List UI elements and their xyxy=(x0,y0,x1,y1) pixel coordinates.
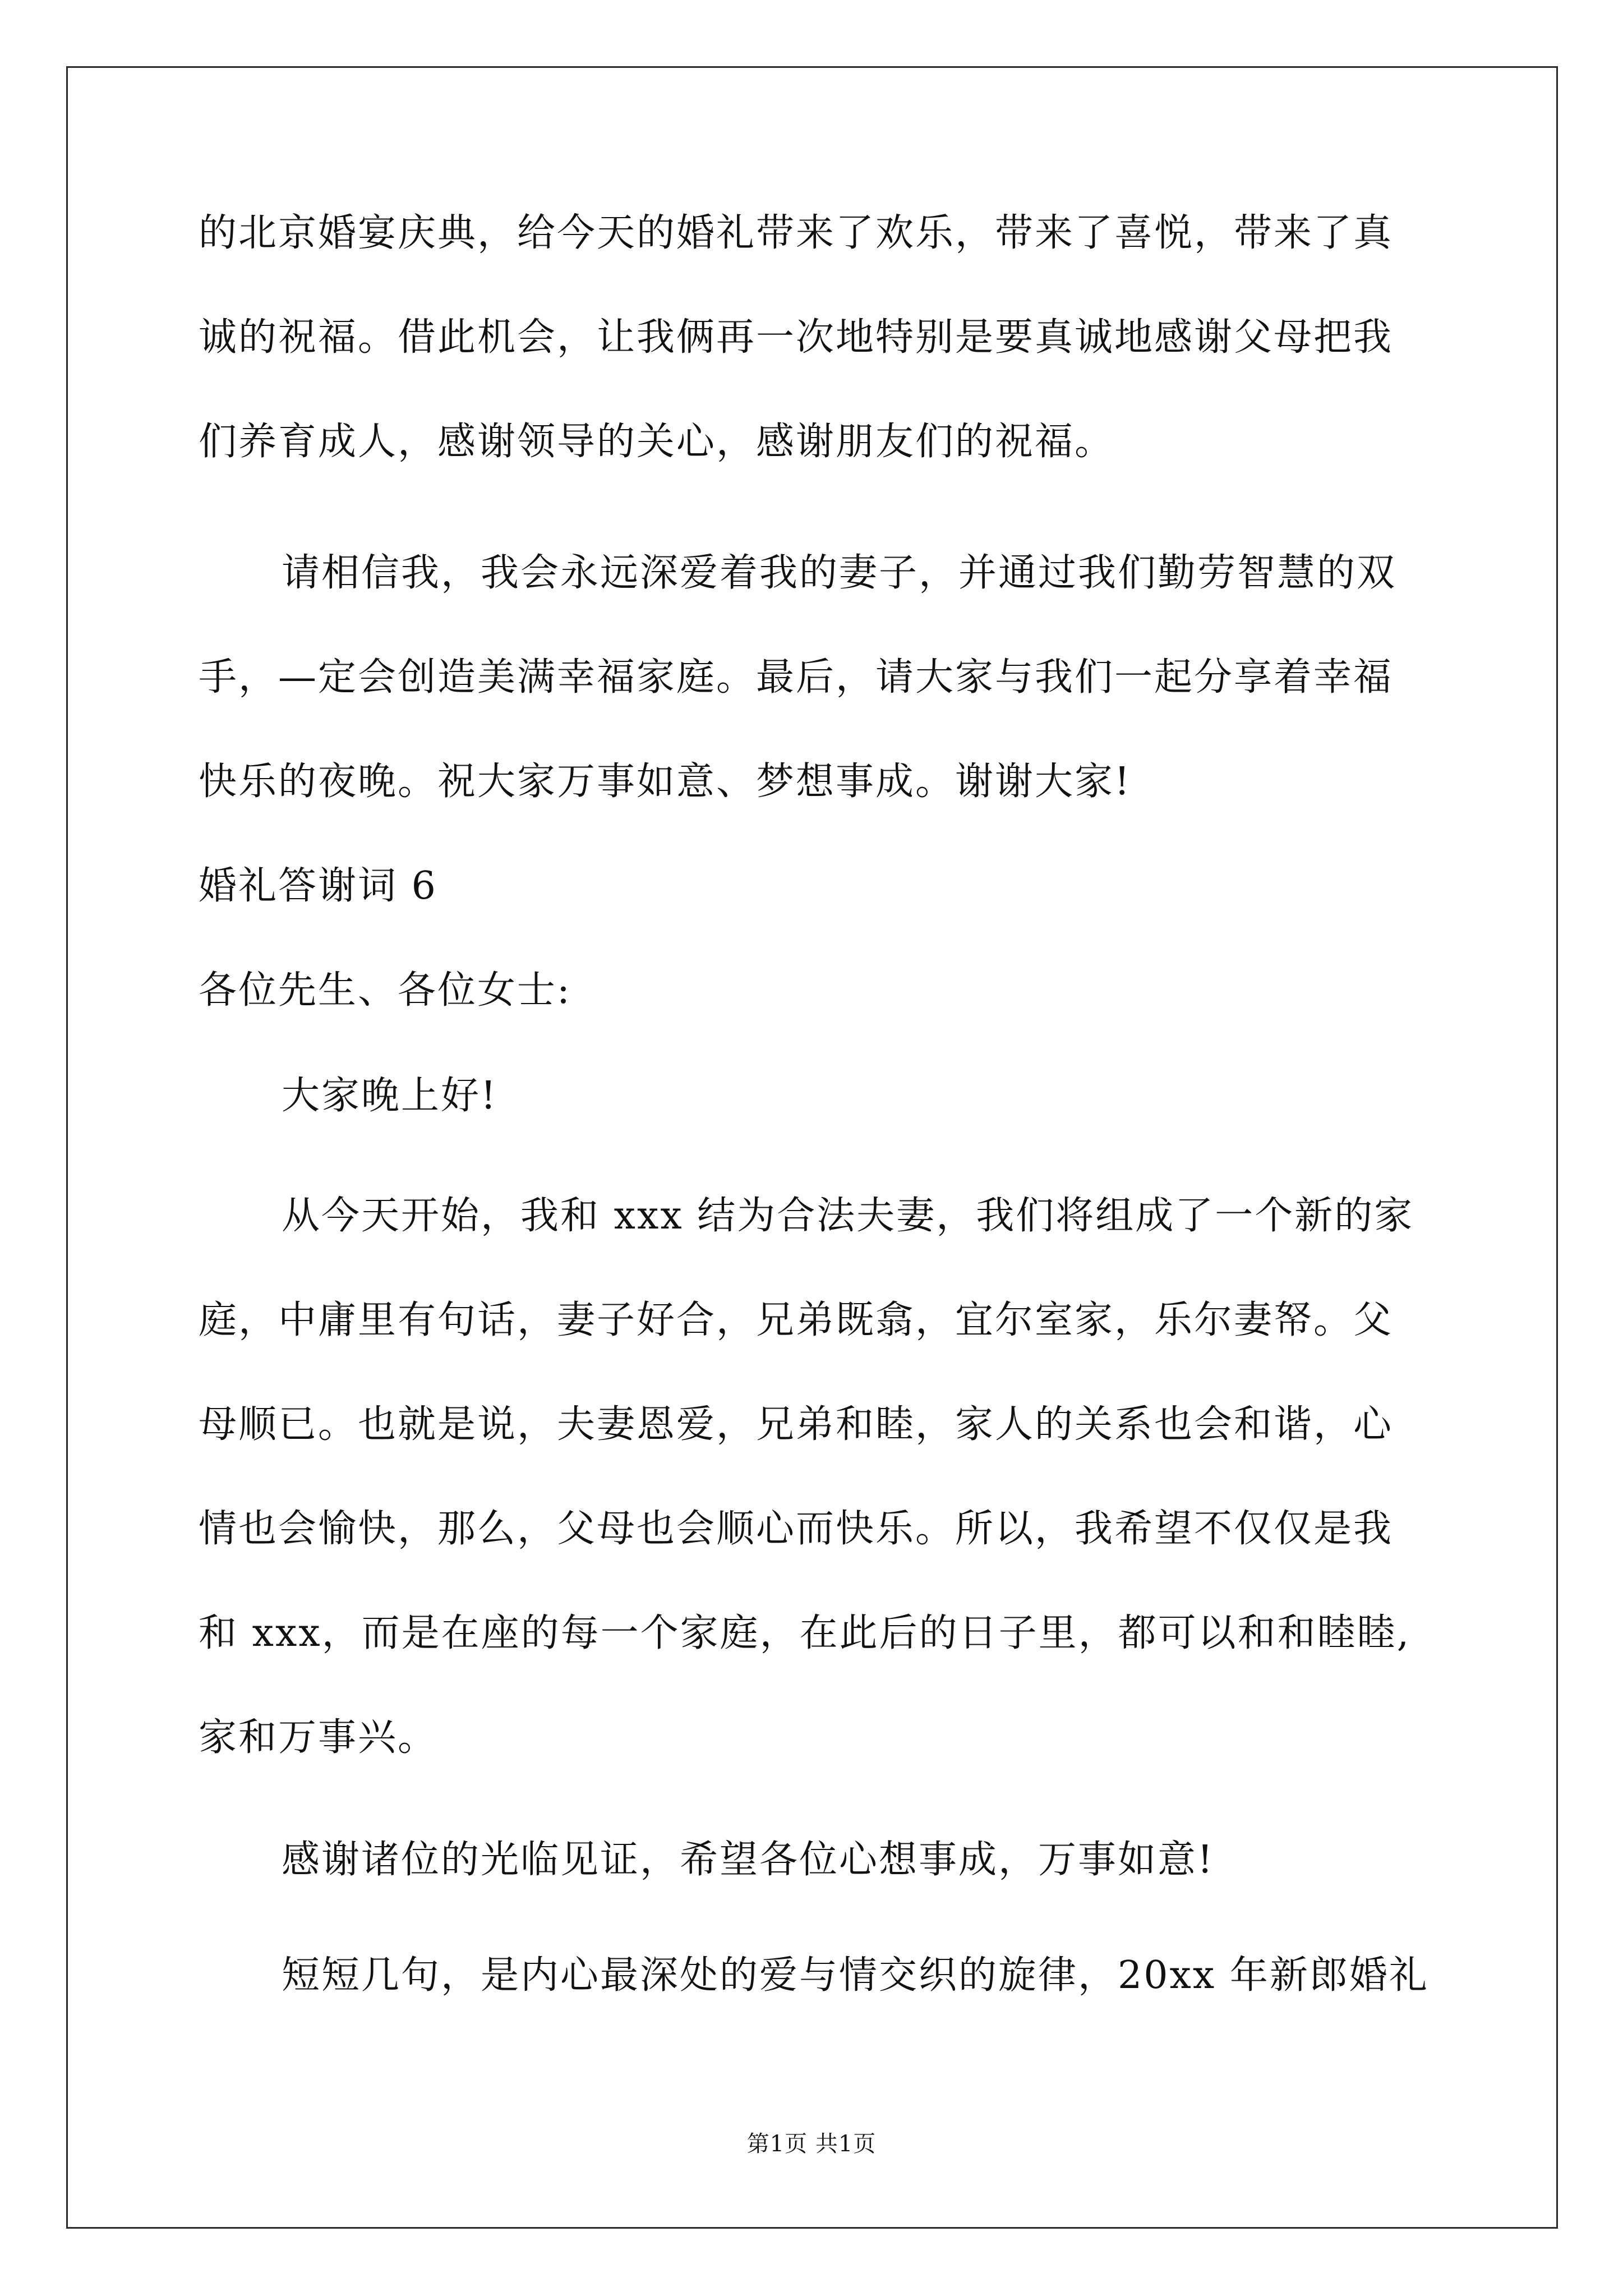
text-line: 手，—定会创造美满幸福家庭。最后，请大家与我们一起分享着幸福 xyxy=(199,655,1394,700)
salutation: 各位先生、各位女士: xyxy=(199,968,571,1013)
text-line: 短短几句，是内心最深处的爱与情交织的旋律，20xx 年新郎婚礼 xyxy=(282,1953,1429,1998)
text-line: 诚的祝福。借此机会，让我俩再一次地特别是要真诚地感谢父母把我 xyxy=(199,315,1394,360)
text-line: 从今天开始，我和 xxx 结为合法夫妻，我们将组成了一个新的家 xyxy=(282,1194,1414,1238)
page-footer: 第1页 共1页 xyxy=(746,2131,877,2157)
text-line: 的北京婚宴庆典，给今天的婚礼带来了欢乐，带来了喜悦，带来了真 xyxy=(199,211,1394,255)
text-line: 请相信我，我会永远深爱着我的妻子，并通过我们勤劳智慧的双 xyxy=(282,551,1397,595)
text-line: 快乐的夜晚。祝大家万事如意、梦想事成。谢谢大家! xyxy=(199,760,1132,804)
text-line: 们养育成人，感谢领导的关心，感谢朋友们的祝福。 xyxy=(199,420,1115,464)
section-heading: 婚礼答谢词 6 xyxy=(199,864,437,908)
text-line: 庭，中庸里有句话，妻子好合，兄弟既翕，宜尔室家，乐尔妻帑。父 xyxy=(199,1298,1394,1342)
text-line: 感谢诸位的光临见证，希望各位心想事成，万事如意! xyxy=(282,1838,1215,1882)
text-line: 和 xxx，而是在座的每一个家庭，在此后的日子里，都可以和和睦睦, xyxy=(199,1611,1411,1655)
page-border xyxy=(66,66,1558,2229)
text-line: 情也会愉快，那么，父母也会顺心而快乐。所以，我希望不仅仅是我 xyxy=(199,1507,1394,1551)
greeting: 大家晚上好! xyxy=(282,1074,498,1118)
text-line: 家和万事兴。 xyxy=(199,1715,438,1760)
text-line: 母顺已。也就是说，夫妻恩爱，兄弟和睦，家人的关系也会和谐，心 xyxy=(199,1402,1394,1447)
